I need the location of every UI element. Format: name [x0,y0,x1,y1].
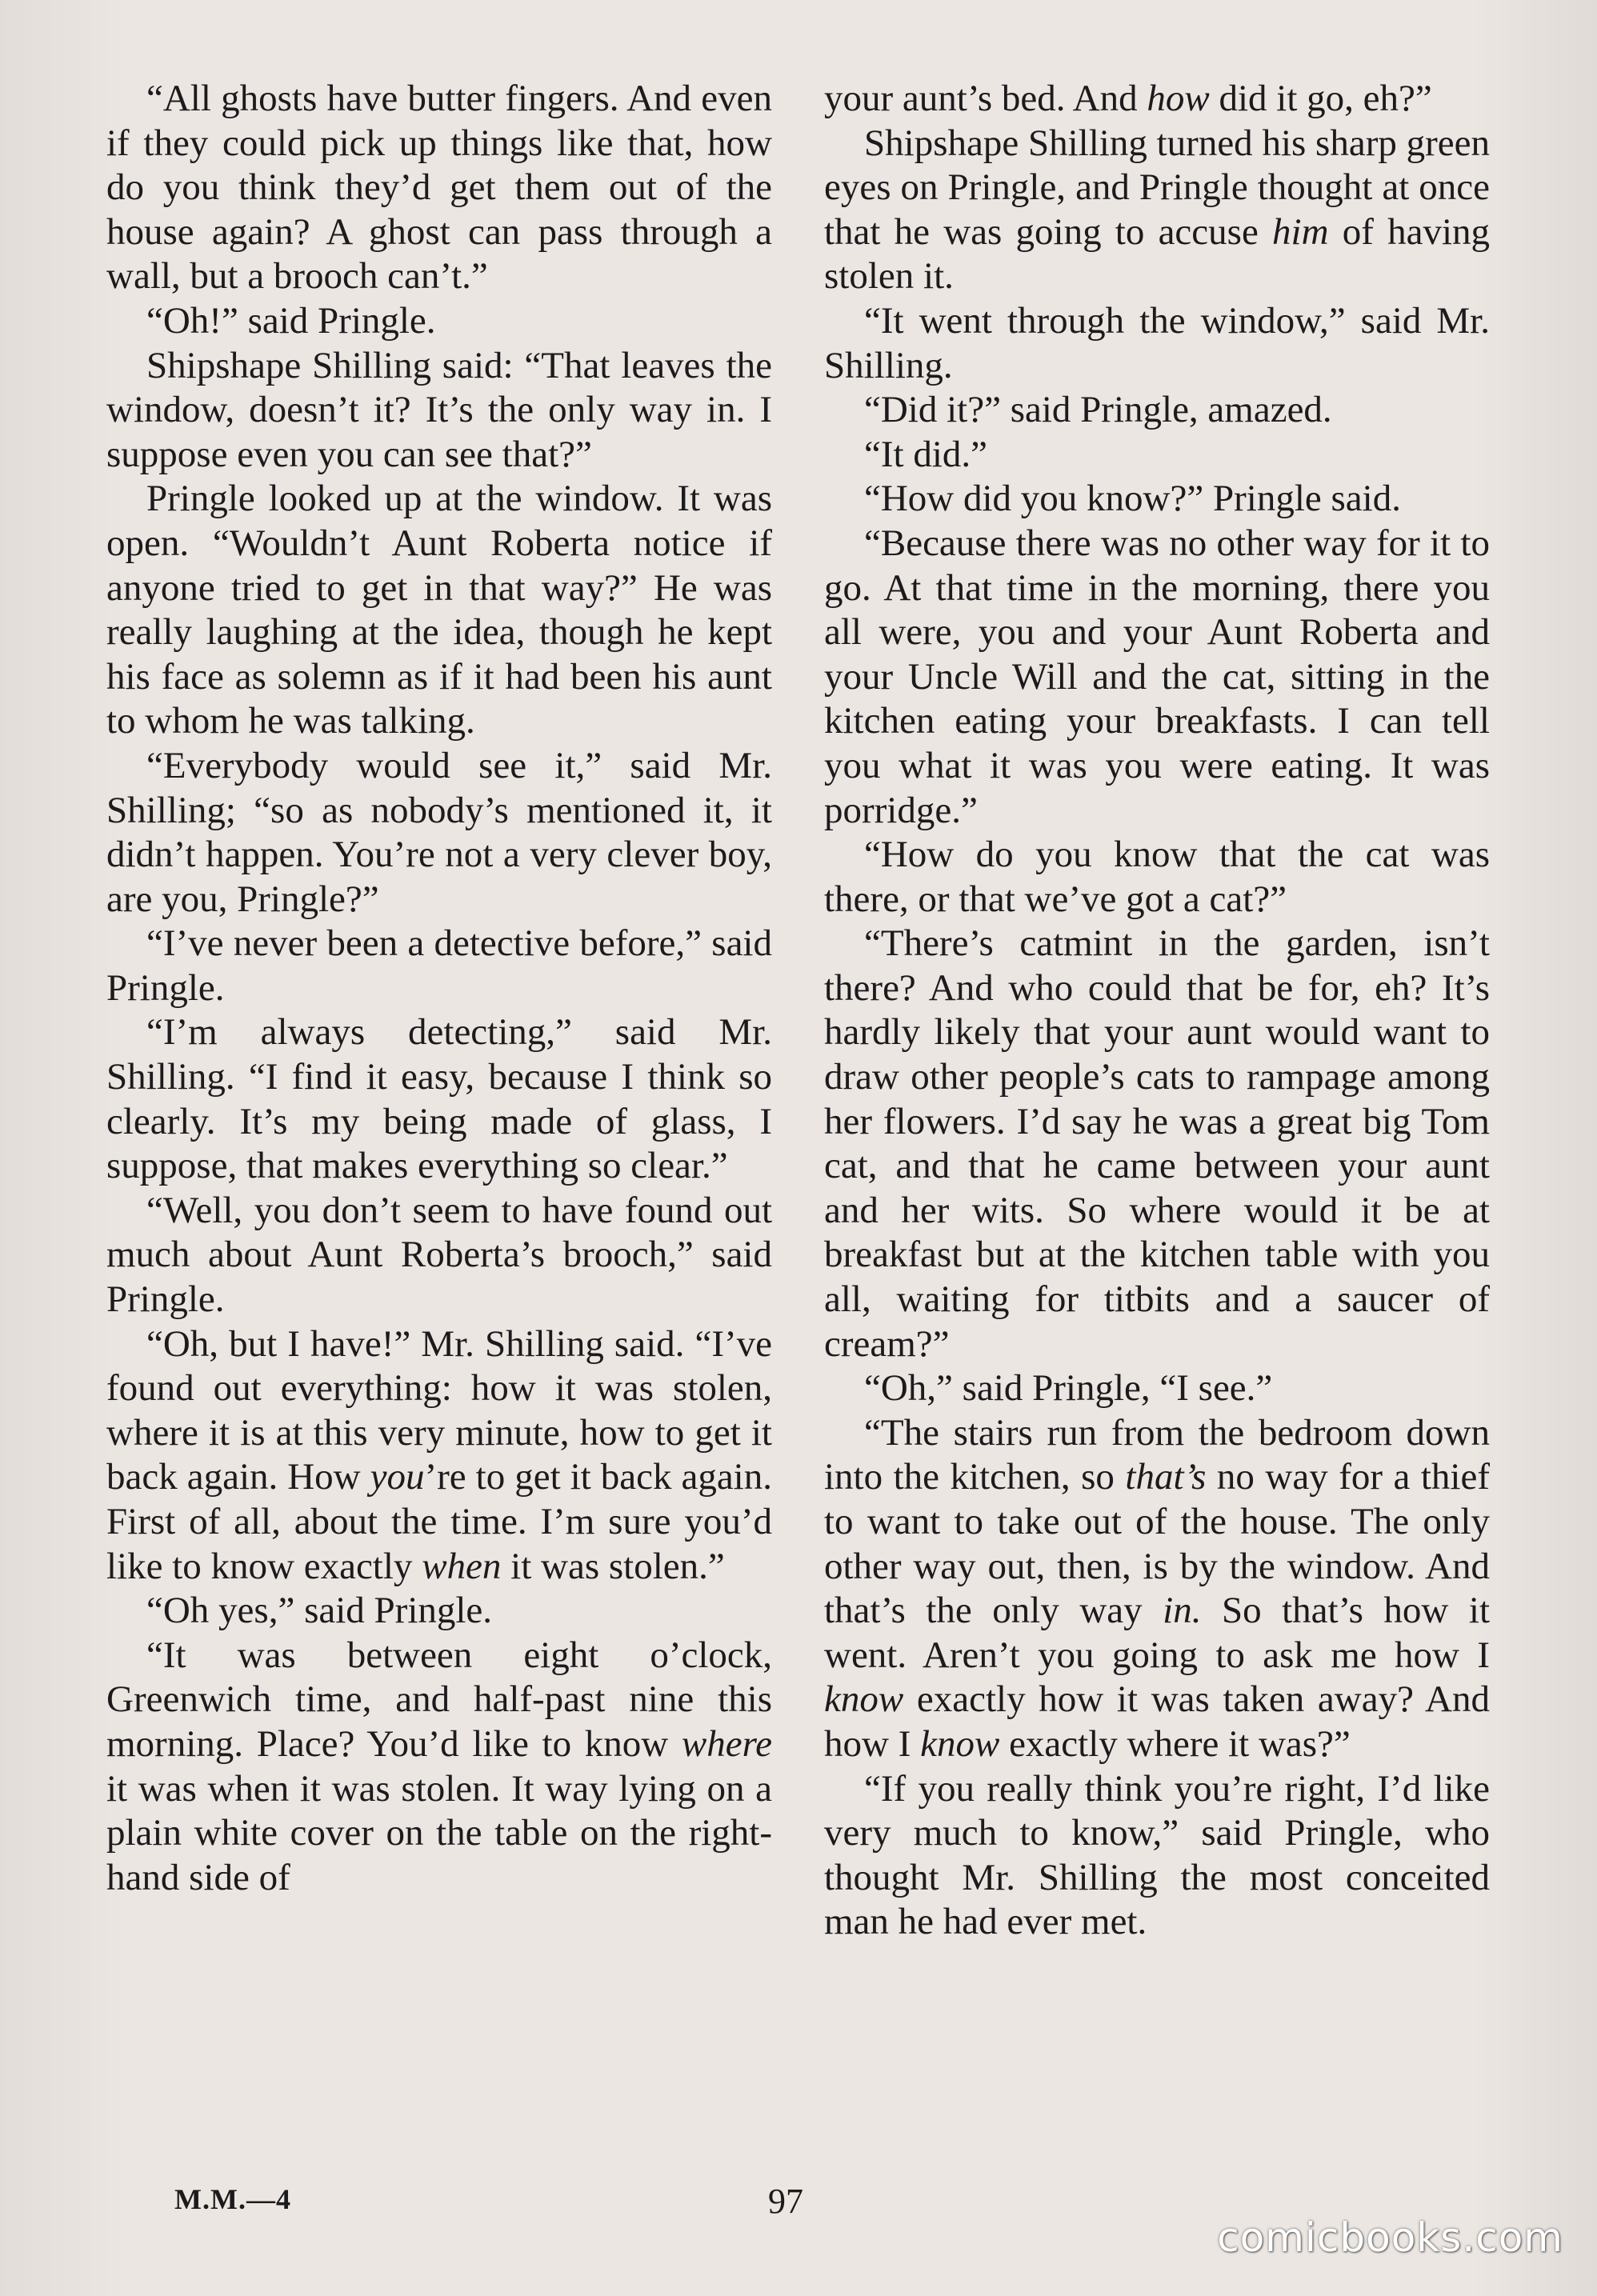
paragraph: “It was between eight o’clock, Greenwich time, and half-past nine this morning. Place? You’d like to know where it was when it was stolen. It way lying on a plain white cover on the table on the right-hand side of [106,1634,772,1898]
paragraph: “Everybody would see it,” said Mr. Shilling; “so as nobody’s mentioned it, it didn’t happen. You’re not a very clever boy, are you, Pringle?” [106,744,772,920]
signature-mark: M.M.—4 [174,2183,291,2215]
paragraph: “Oh!” said Pringle. [146,299,436,342]
paragraph: “I’ve never been a detective before,” said Pringle. [106,922,772,1009]
right-text-column [824,77,1490,1945]
paragraph: “Did it?” said Pringle, amazed. [864,389,1332,431]
paragraph: “I’m always detecting,” said Mr. Shilling. “I find it easy, because I think so clearly. It’s my being made of glass, I suppose, that makes everything so clear.” [106,1011,772,1187]
paragraph: “Well, you don’t seem to have found out much about Aunt Roberta’s brooch,” said Pringle. [106,1189,772,1321]
paragraph: “All ghosts have butter fingers. And even if they could pick up things like that, how do you think they’d get them out of the house again? A ghost can pass through a wall, but a brooch can’t.” [106,78,772,298]
paragraph: “If you really think you’re right, I’d like very much to know,” said Pringle, who thought Mr. Shilling the most conceited man he had ever met. [824,1767,1490,1943]
page-number: 97 [768,2182,803,2221]
paragraph: “How did you know?” Pringle said. [864,478,1401,520]
paragraph: Shipshape Shilling said: “That leaves the window, doesn’t it? It’s the only way in. I suppose even you can see that?” [106,344,772,475]
paragraph: “How do you know that the cat was there, or that we’ve got a cat?” [824,834,1490,920]
paragraph: “Oh,” said Pringle, “I see.” [864,1367,1273,1410]
paragraph: “Oh, but I have!” Mr. Shilling said. “I’ve found out everything: how it was stolen, where it is at this very minute, how to get it back again. How you’re to get it back again. First of all, about the time. I’m sure you’d like to know exactly when it was stolen.” [106,1322,772,1587]
watermark: comicbooks.com [1217,2214,1563,2261]
left-text-column [106,77,772,1900]
paragraph: Pringle looked up at the window. It was open. “Wouldn’t Aunt Roberta notice if anyone tried to get in that way?” He was really laughing at the idea, though he kept his face as solemn as if it had been his aunt to whom he was talking. [106,478,772,742]
paragraph: your aunt’s bed. And how did it go, eh?” [824,78,1432,119]
paragraph: “Oh yes,” said Pringle. [146,1590,493,1632]
paragraph: “It went through the window,” said Mr. Shilling. [824,299,1490,386]
paragraph: “The stairs run from the bedroom down into the kitchen, so that’s no way for a thief to want to take out of the house. The only other way out, then, is by the window. And that’s the only way in. So that’s how it went. Aren’t you going to ask me how I know exactly how it was taken away? And how I know exactly where it was?” [824,1411,1490,1765]
paragraph: “It did.” [864,433,987,475]
paragraph: Shipshape Shilling turned his sharp green eyes on Pringle, and Pringle thought at once that he was going to accuse him of having stolen it. [824,122,1490,298]
paragraph: “There’s catmint in the garden, isn’t there? And who could that be for, eh? It’s hardly likely that your aunt would want to draw other people’s cats to rampage among her flowers. I’d say he was a great big Tom cat, and that he came between your aunt and her wits. So where would it be at breakfast but at the kitchen table with you all, waiting for titbits and a saucer of cream?” [824,922,1490,1365]
paragraph: “Because there was no other way for it to go. At that time in the morning, there you all were, you and your Aunt Roberta and your Uncle Will and the cat, sitting in the kitchen eating your breakfasts. I can tell you what it was you were eating. It was porridge.” [824,522,1490,831]
